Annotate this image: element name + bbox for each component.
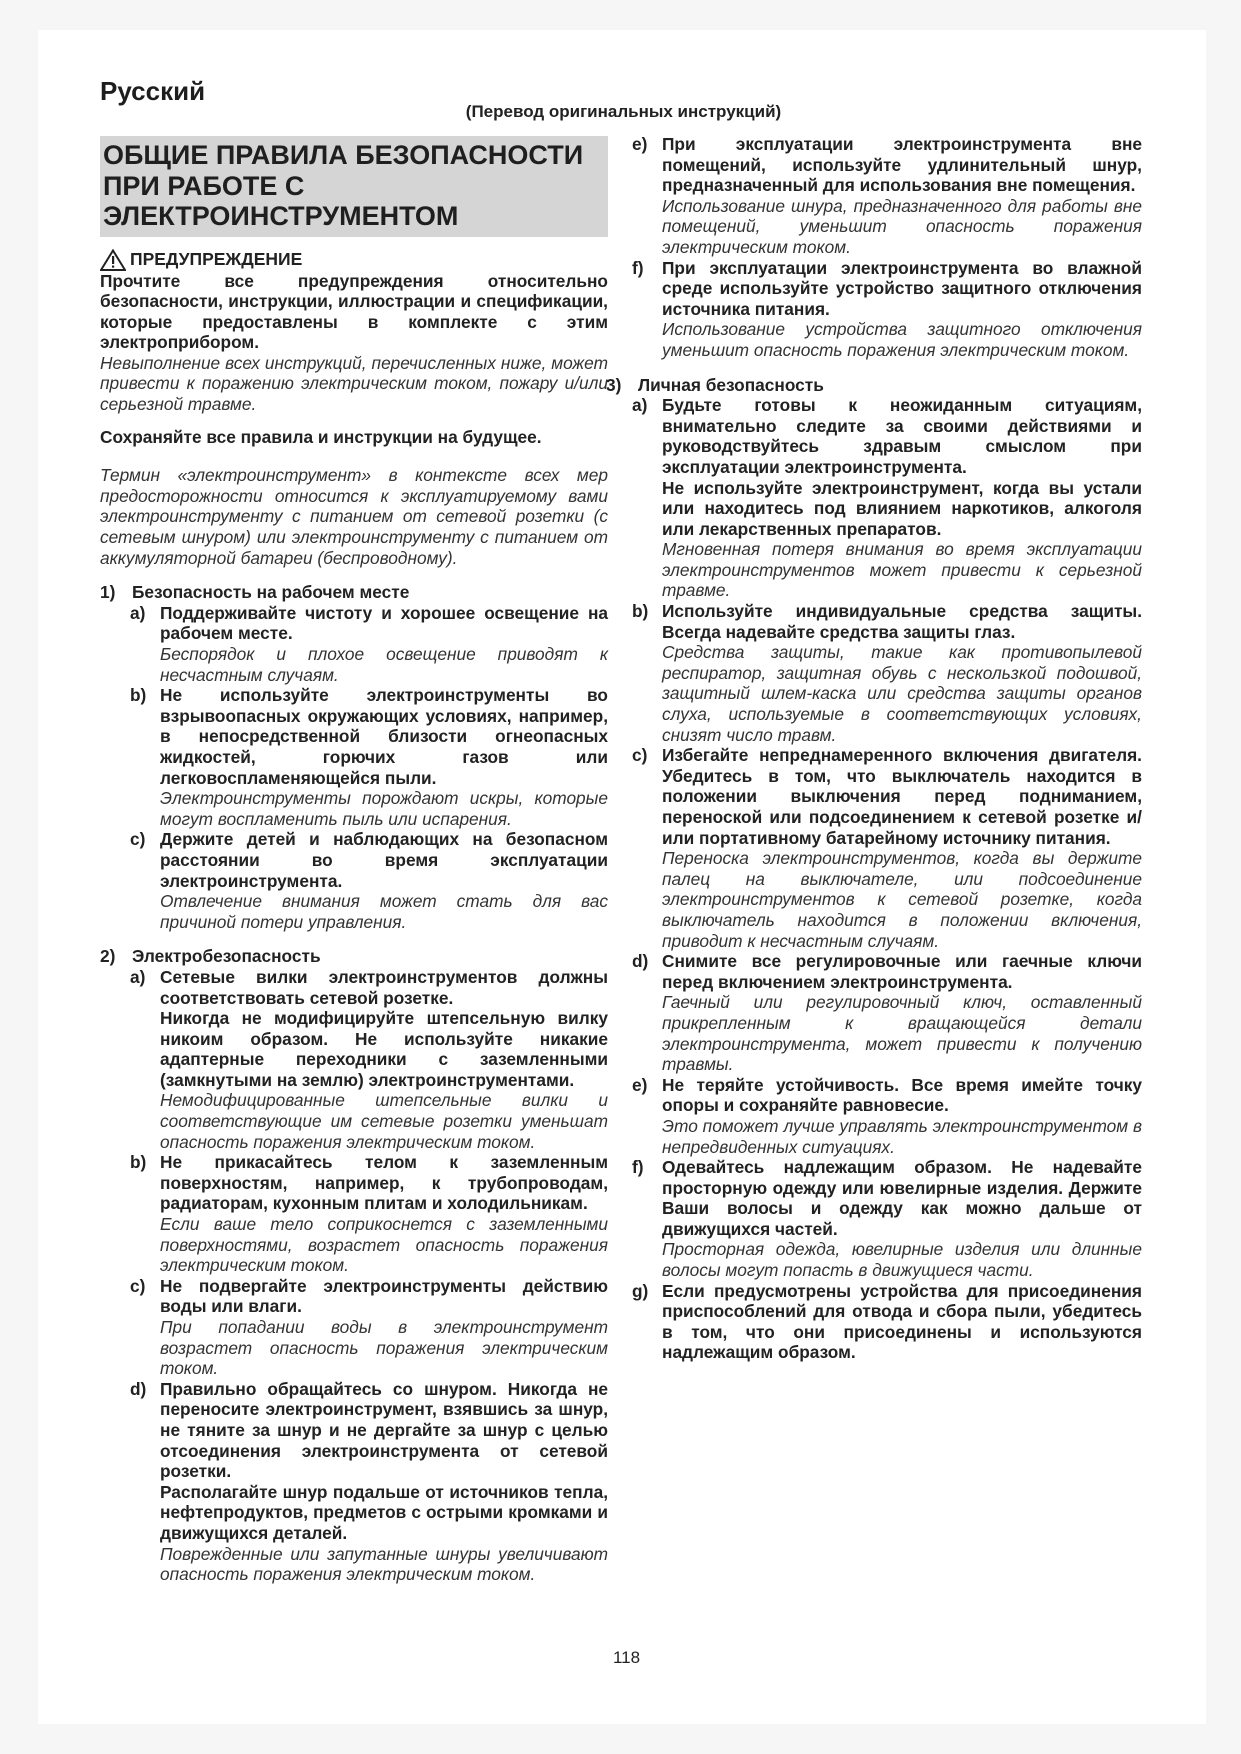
item-letter: b)	[130, 1152, 147, 1173]
item-rule: Не используйте электроинструменты во взрывоопасных окружающих условиях, например, в непосредственной близости огнеопасных жидкостей, горючих газов или легковоспламеняющейся пыли.	[160, 685, 608, 788]
item-rule: При эксплуатации электроинструмента во влажной среде используйте устройство защитного отключения источника питания.	[662, 257, 1142, 319]
list-item	[130, 603, 608, 685]
item-rule: Избегайте непреднамеренного включения двигателя. Убедитесь в том, что выключатель находится в положении выключения перед подниманием, переноской или подсоединением к сетевой розетке и/или портативному батарейному источнику питания.	[662, 745, 1142, 848]
list-item	[130, 1152, 608, 1276]
page-title: ОБЩИЕ ПРАВИЛА БЕЗОПАСНОСТИ ПРИ РАБОТЕ С ЭЛЕКТРОИНСТРУМЕНТОМ	[100, 136, 608, 237]
item-rule: Сетевые вилки электроинструментов должны соответствовать сетевой розетке.	[160, 966, 608, 1008]
item-explanation: Электроинструменты порождают искры, которые могут воспламенить пыль или испарения.	[160, 788, 608, 829]
item-rule: Будьте готовы к неожиданным ситуациям, внимательно следите за своими действиями и руководствуйтесь здравым смыслом при эксплуатации электроинструмента.	[662, 395, 1142, 477]
list-item	[632, 1281, 1142, 1363]
left-column	[100, 136, 608, 1585]
item-explanation: Немодифицированные штепсельные вилки и соответствующие им сетевые розетки уменьшат опасность поражения электрическим током.	[160, 1090, 608, 1152]
list-item	[632, 395, 1142, 601]
item-rule: Одевайтесь надлежащим образом. Не надевайте просторную одежду или ювелирные изделия. Держите Ваши волосы и одежду как можно дальше от движущихся частей.	[662, 1157, 1142, 1239]
page-number: 118	[612, 1648, 641, 1667]
item-letter: d)	[632, 951, 649, 972]
warning-heading	[100, 249, 608, 271]
warning-text: Прочтите все предупреждения относительно безопасности, инструкции, иллюстрации и спецификации, которые предоставлены в комплекте с этим электроприбором.	[100, 270, 608, 353]
section-3-heading	[606, 375, 1142, 396]
item-rule: Правильно обращайтесь со шнуром. Никогда не переносите электроинструмент, взявшись за шнур, не тяните за шнур и не дергайте за шнур с целью отсоединения электроинструмента от сетевой розетки.	[160, 1378, 608, 1482]
item-explanation: Это поможет лучше управлять электроинструментом в непредвиденных ситуациях.	[662, 1115, 1142, 1157]
section-title: Личная безопасность	[638, 374, 824, 395]
item-letter: c)	[632, 745, 648, 766]
list-item	[130, 685, 608, 829]
item-rule: Снимите все регулировочные или гаечные ключи перед включением электроинструмента.	[662, 951, 1142, 992]
item-letter: a)	[632, 395, 648, 416]
item-letter: f)	[632, 257, 644, 278]
item-explanation: Если ваше тело соприкоснется с заземленными поверхностями, возрастет опасность поражения электрическим током.	[160, 1214, 608, 1276]
item-rule: Не подвергайте электроинструменты действию воды или влаги.	[160, 1275, 608, 1317]
section-number: 2)	[100, 946, 116, 967]
item-letter: c)	[130, 829, 146, 850]
list-item	[130, 1276, 608, 1379]
list-item	[632, 134, 1142, 258]
item-letter: g)	[632, 1280, 649, 1301]
save-instructions: Сохраняйте все правила и инструкции на будущее.	[100, 426, 542, 447]
item-rule-extra: Располагайте шнур подальше от источников тепла, нефтепродуктов, предметов с острыми кромками и движущихся деталей.	[160, 1481, 608, 1543]
right-column	[606, 134, 1142, 1363]
section-2-heading	[100, 946, 608, 967]
section-title: Электробезопасность	[132, 946, 321, 967]
term-definition: Термин «электроинструмент» в контексте всех мер предосторожности относится к эксплуатируемому вами электроинструменту с питанием от сетевой розетки (с сетевым шнуром) или электроинструменту с питанием от аккумуляторной батареи (беспроводному).	[100, 465, 608, 568]
list-item	[130, 829, 608, 932]
item-explanation: Мгновенная потеря внимания во время эксплуатации электроинструментов может привести к серьезной травме.	[662, 539, 1142, 601]
list-item	[632, 601, 1142, 745]
section-1-heading	[100, 582, 608, 603]
item-letter: a)	[130, 966, 146, 987]
item-explanation: Просторная одежда, ювелирные изделия или длинные волосы могут попасть в движущиеся части.	[662, 1239, 1142, 1281]
item-rule: Держите детей и наблюдающих на безопасном расстоянии во время эксплуатации электроинструмента.	[160, 829, 608, 891]
item-rule: Используйте индивидуальные средства защиты. Всегда надевайте средства защиты глаз.	[662, 601, 1142, 642]
language-heading: Русский	[100, 76, 206, 106]
item-explanation: Отвлечение внимания может стать для вас причиной потери управления.	[160, 891, 608, 932]
item-letter: b)	[632, 601, 649, 622]
warning-triangle-icon	[100, 249, 126, 271]
translation-subtitle: (Перевод оригинальных инструкций)	[465, 102, 782, 121]
item-rule-extra: Не используйте электроинструмент, когда вы устали или находитесь под влиянием наркотиков, алкоголя или лекарственных препаратов.	[662, 477, 1142, 539]
item-explanation: При попадании воды в электроинструмент возрастет опасность поражения электрическим током.	[160, 1317, 608, 1379]
section-number: 3)	[606, 374, 622, 395]
item-rule-extra: Никогда не модифицируйте штепсельную вилку никоим образом. Не используйте никакие адаптерные переходники с заземленными (замкнутыми на землю) электроинструментами.	[160, 1008, 608, 1090]
list-item	[632, 1157, 1142, 1281]
item-letter: d)	[130, 1378, 147, 1399]
list-item	[632, 1075, 1142, 1157]
item-explanation: Гаечный или регулировочный ключ, оставленный прикрепленным к вращающейся детали электроинструмента, может привести к получению травмы.	[662, 992, 1142, 1075]
item-rule: Не прикасайтесь телом к заземленным поверхностям, например, к трубопроводам, радиаторам, кухонным плитам и холодильникам.	[160, 1152, 608, 1214]
list-item	[130, 967, 608, 1152]
item-letter: b)	[130, 685, 147, 706]
list-item	[632, 258, 1142, 361]
item-explanation: Переноска электроинструментов, когда вы держите палец на выключателе, или подсоединение электроинструментов к сетевой розетке, когда выключатель находится в положении включения, приводит к несчастным случаям.	[662, 848, 1142, 951]
item-letter: a)	[130, 602, 146, 623]
item-explanation: Использование устройства защитного отключения уменьшит опасность поражения электрическим током.	[662, 319, 1142, 360]
section-number: 1)	[100, 582, 116, 603]
item-letter: e)	[632, 1074, 648, 1095]
item-rule: Не теряйте устойчивость. Все время имейте точку опоры и сохраняйте равновесие.	[662, 1074, 1142, 1116]
item-rule: При эксплуатации электроинструмента вне помещений, используйте удлинительный шнур, предназначенный для использования вне помещения.	[662, 134, 1142, 196]
item-explanation: Использование шнура, предназначенного для работы вне помещений, уменьшит опасность поражения электрическим током.	[662, 195, 1142, 257]
section-title: Безопасность на рабочем месте	[132, 582, 410, 603]
list-item	[632, 745, 1142, 951]
item-letter: f)	[632, 1157, 644, 1178]
list-item	[632, 951, 1142, 1075]
item-letter: e)	[632, 134, 648, 154]
warning-consequence: Невыполнение всех инструкций, перечисленных ниже, может привести к поражению электрическим током, пожару и/или серьезной травме.	[100, 352, 608, 415]
item-letter: c)	[130, 1275, 146, 1296]
item-explanation: Поврежденные или запутанные шнуры увеличивают опасность поражения электрическим током.	[160, 1543, 608, 1585]
item-rule: Если предусмотрены устройства для присоединения приспособлений для отвода и сбора пыли, убедитесь в том, что они присоединены и используются надлежащим образом.	[662, 1280, 1142, 1363]
warning-label: ПРЕДУПРЕЖДЕНИЕ	[130, 249, 303, 270]
item-explanation: Беспорядок и плохое освещение приводят к несчастным случаям.	[160, 644, 608, 685]
item-rule: Поддерживайте чистоту и хорошее освещение на рабочем месте.	[160, 602, 608, 644]
list-item	[130, 1379, 608, 1585]
item-explanation: Средства защиты, такие как противопылевой респиратор, защитная обувь с нескользкой подошвой, защитный шлем-каска или средства защиты органов слуха, используемые в соответствующих условиях, снизят число травм.	[662, 642, 1142, 745]
